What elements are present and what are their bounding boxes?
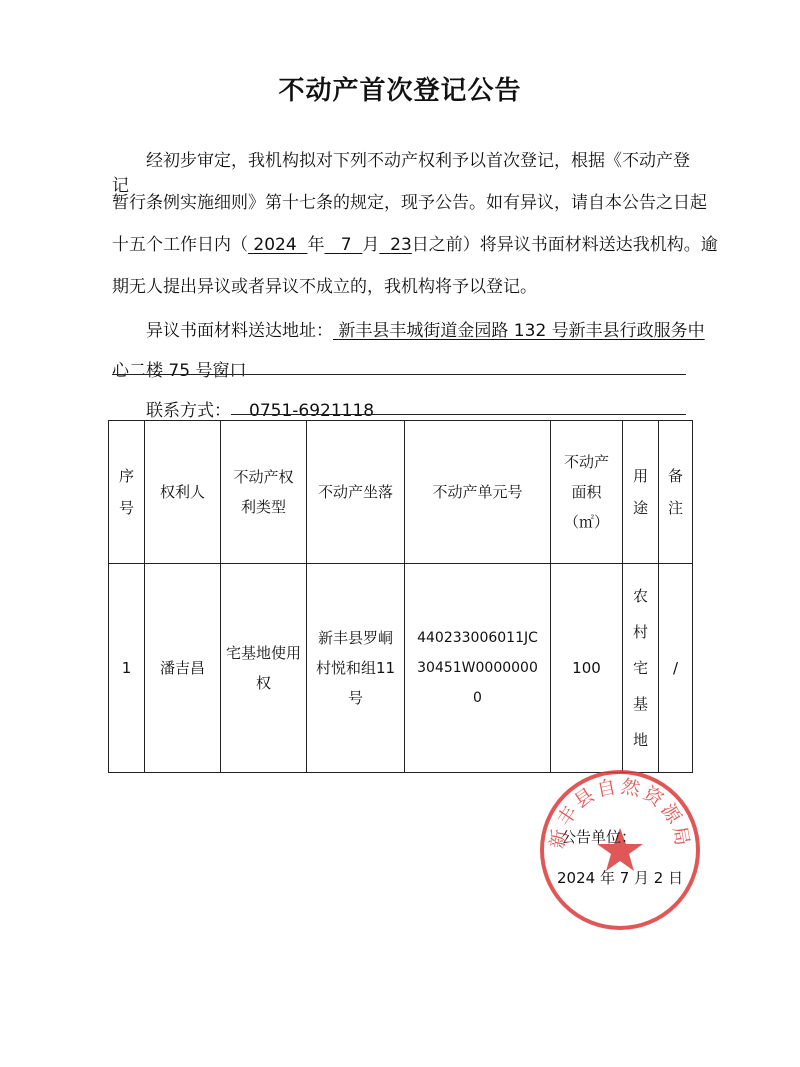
cell-seq: 1	[109, 564, 145, 773]
body-line-3	[112, 230, 718, 255]
official-seal	[538, 768, 702, 932]
cell-right-type: 宅基地使用权	[221, 564, 307, 773]
address-value-1: 新丰县丰城街道金园路 132 号新丰县行政服务中	[338, 321, 705, 341]
cell-owner: 潘吉昌	[145, 564, 221, 773]
seal-text: 新丰县自然资源局	[546, 775, 694, 851]
issuer-label: 公告单位：	[561, 828, 637, 846]
registration-table	[108, 420, 693, 773]
deadline-year: 2024	[253, 235, 297, 255]
header-usage: 用途	[623, 421, 659, 564]
page-title: 不动产首次登记公告	[278, 76, 522, 106]
contact-row	[146, 396, 374, 421]
year-unit: 年	[307, 235, 325, 255]
cell-unit-no: 440233006011JC30451W00000000	[405, 564, 551, 773]
address-row	[146, 316, 705, 341]
month-unit: 月	[362, 235, 380, 255]
body-line-4: 期无人提出异议或者异议不成立的，我机构将予以登记。	[112, 277, 537, 297]
header-unit-no: 不动产单元号	[405, 421, 551, 564]
contact-underline	[231, 414, 686, 415]
header-note: 备注	[659, 421, 693, 564]
address-value-2: 心二楼 75 号窗口	[112, 361, 247, 381]
header-right-type: 不动产权利类型	[221, 421, 307, 564]
address-underline	[112, 374, 686, 375]
contact-value: 0751-6921118	[249, 401, 375, 421]
cell-note: /	[659, 564, 693, 773]
deadline-prefix: 十五个工作日内（	[112, 235, 248, 255]
deadline-suffix: 日之前）将异议书面材料送达我机构。逾	[411, 235, 718, 255]
cell-area: 100	[551, 564, 623, 773]
header-area: 不动产面积（㎡）	[551, 421, 623, 564]
address-label: 异议书面材料送达地址：	[146, 321, 333, 341]
cell-location: 新丰县罗峒村悦和组11号	[307, 564, 405, 773]
header-seq: 序号	[109, 421, 145, 564]
issue-date: 2024 年 7 月 2 日	[557, 869, 684, 887]
header-location: 不动产坐落	[307, 421, 405, 564]
deadline-month: 7	[340, 235, 352, 255]
table-row	[109, 564, 693, 773]
table-header-row	[109, 421, 693, 564]
deadline-day: 23	[390, 235, 412, 255]
header-owner: 权利人	[145, 421, 221, 564]
body-line-2: 暂行条例实施细则》第十七条的规定，现予公告。如有异议，请自本公告之日起	[112, 193, 707, 213]
body-line-1: 经初步审定，我机构拟对下列不动产权利予以首次登记，根据《不动产登记	[112, 151, 690, 196]
contact-label: 联系方式：	[146, 401, 231, 421]
cell-usage: 农村宅基地	[623, 564, 659, 773]
